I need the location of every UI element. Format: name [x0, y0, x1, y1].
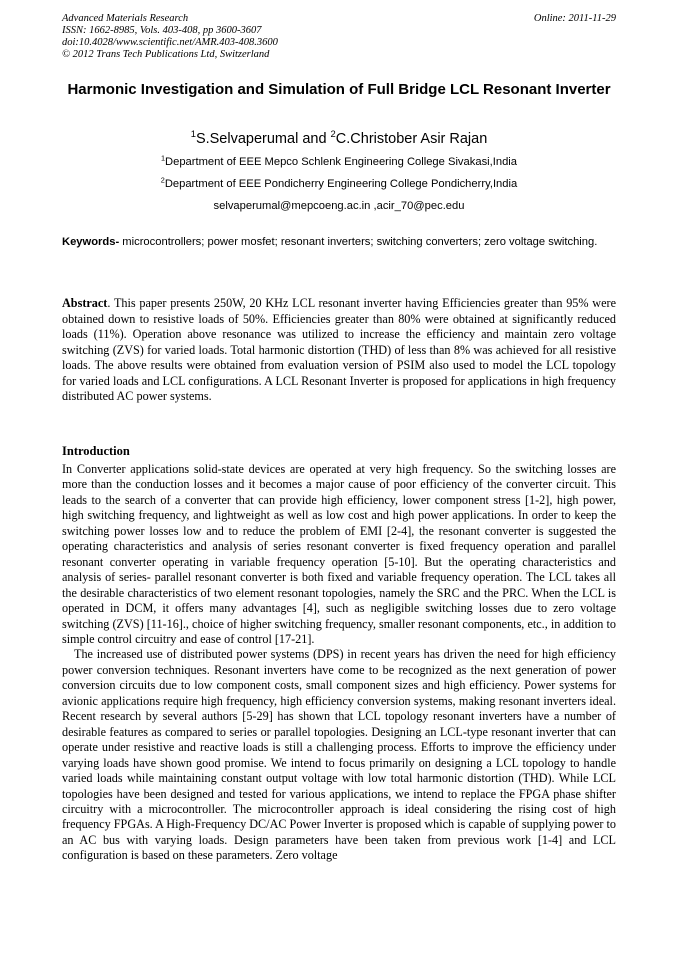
author-line — [62, 130, 616, 148]
affiliation-1-mark: 1 — [160, 153, 166, 163]
abstract-block — [62, 296, 616, 405]
introduction-heading: Introduction — [62, 444, 130, 458]
author-emails: selvaperumal@mepcoeng.ac.in ,acir_70@pec.edu — [213, 200, 465, 212]
abstract-text: . This paper presents 250W, 20 KHz LCL resonant inverter having Efficiencies greater than 95% were obtained down to resistive loads of 50%. Efficiencies greater than 80% were obtained at significantly reduced loads (11%). Operation above resonance was utilized to increase the efficiency and maintain zero voltage switching (ZVS) for varied loads. Total harmonic distortion (THD) of less than 8% was achieved for all resistive loads. The above results were obtained from evaluation version of PSIM also used to model the LCL topology for varied loads and LCL configurations. A LCL Resonant Inverter is proposed for applications in high frequency distributed AC power systems. — [62, 296, 616, 403]
affiliation-2 — [62, 177, 616, 191]
affiliation-2-mark: 2 — [160, 175, 165, 185]
author1-affiliation-mark: 1 — [190, 128, 196, 140]
journal-header — [62, 13, 616, 61]
affiliation-2-text: Department of EEE Pondicherry Engineering College Pondicherry,India — [164, 178, 518, 190]
journal-name: Advanced Materials Research — [62, 13, 189, 24]
copyright-line: © 2012 Trans Tech Publications Ltd, Switzerland — [62, 49, 270, 60]
affiliation-1-text: Department of EEE Mepco Schlenk Engineering College Sivakasi,India — [165, 156, 518, 168]
issn-line: ISSN: 1662-8985, Vols. 403-408, pp 3600-3607 — [62, 25, 262, 36]
author2-affiliation-mark: 2 — [330, 128, 336, 140]
author1-name: S.Selvaperumal and — [195, 131, 331, 147]
keywords-label: Keywords- — [62, 236, 120, 248]
online-date: Online: 2011-11-29 — [533, 13, 616, 24]
keywords-block — [62, 235, 616, 251]
keywords-text: microcontrollers; power mosfet; resonant inverters; switching converters; zero voltage switching. — [119, 236, 598, 248]
doi-line: doi:10.4028/www.scientific.net/AMR.403-408.3600 — [62, 37, 278, 48]
introduction-paragraph-1: In Converter applications solid-state devices are operated at very high frequency. So the switching losses are more than the conduction losses and it becomes a major cause of poor efficiency of the converter circuit. This leads to the search of a converter that can provide high efficiency, lower component stress [1-2], high power, high switching frequency, and lightweight as well as low cost and high power applications. In order to keep the switching power losses low and to reduce the problem of EMI [2-4], the resonant converter is suggested the operating characteristics and analysis of series resonant converter is fixed frequency operation and parallel resonant converter operating in variable frequency operation [5-10]. But the operating characteristics and analysis of series- parallel resonant converter is both fixed and variable frequency operation. The LCL takes all the desirable characteristics of two element resonant topologies, namely the SRC and the PRC. When the LCL is operated in DCM, it offers many advantages [4], such as negligible switching losses due to zero voltage switching (ZVS) [11-16]., choice of higher switching frequency, smaller resonant components, etc., in addition to simple control circuitry and ease of control [17-21]. — [62, 462, 616, 646]
abstract-label: Abstract — [62, 296, 108, 310]
introduction-body — [62, 462, 616, 864]
paper-title: Harmonic Investigation and Simulation of Full Bridge LCL Resonant Inverter — [67, 81, 611, 98]
author2-name: C.Christober Asir Rajan — [335, 131, 488, 147]
affiliation-1 — [62, 155, 616, 169]
introduction-paragraph-2: The increased use of distributed power systems (DPS) in recent years has driven the need for high efficiency power conversion techniques. Resonant inverters have come to be recognized as the next generation of power conversion circuits due to low component costs, small component sizes and high efficiency. Power systems for avionic applications require high frequency, high efficiency conversion systems, making resonant inverters ideal. Recent research by several authors [5-29] has shown that LCL topology resonant inverters have a number of desirable features as compared to series or parallel topologies. Designing an LCL-type resonant inverter that can operate under resistive and reactive loads is still a challenging process. Efforts to improve the efficiency under varying loads have shown good promise. We intend to focus primarily on designing a LCL topology to handle varied loads while maintaining constant output voltage with low total harmonic distortion (THD). While LCL topologies have been designed and tested for various applications, we intend to replace the FPGA phase shifter circuitry with a microcontroller. The microcontroller approach is ideal considering the rising cost of high frequency FPGAs. A High-Frequency DC/AC Power Inverter is proposed which is capable of supplying power to an AC bus with varying loads. Design parameters have been taken from previous work [1-4] and LCL configuration is based on these parameters. Zero voltage — [62, 647, 616, 863]
